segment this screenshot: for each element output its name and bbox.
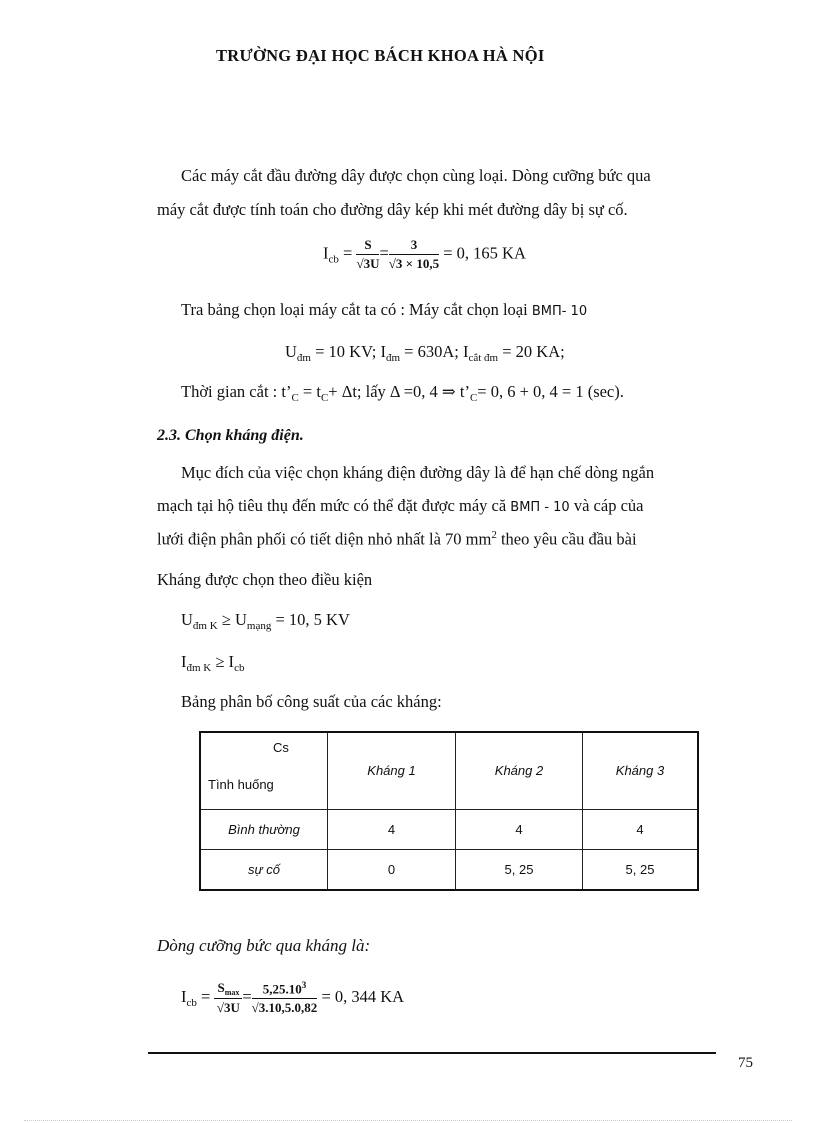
eq2-f1-num-text: S: [217, 980, 225, 996]
corner-top-label: Cs: [273, 740, 289, 755]
page-header-title: TRƯỜNG ĐẠI HỌC BÁCH KHOA HÀ NỘI: [216, 46, 545, 65]
cond1-c: = 10, 5 KV: [271, 610, 350, 629]
equation-icb: [323, 237, 526, 272]
eq1-fraction-2: [389, 237, 439, 272]
eq1-f1-numerator: S: [356, 237, 379, 255]
paragraph-2-text: Tra bảng chọn loại máy cắt ta có : Máy cắt chọn loại: [181, 300, 532, 319]
eq2-f2-numerator: [252, 980, 318, 999]
paragraph-3-line-3b: theo yêu cầu đầu bài: [496, 529, 637, 549]
paragraph-3-line-1: Mục đích của việc chọn kháng điện đường dây là để hạn chế dòng ngắn: [181, 463, 655, 482]
table-row: [200, 809, 698, 849]
timing-part-d: = 0, 6 + 0, 4 = 1 (sec).: [477, 382, 624, 401]
spec-icut-sub: cắt đm: [468, 352, 499, 364]
eq2-f2-denominator: √3.10,5.0,82: [251, 1000, 318, 1016]
eq1-equals: =: [338, 243, 357, 263]
timing-part-a: Thời gian cắt : t’: [181, 382, 292, 401]
breaker-model: ВМП- 10: [531, 304, 588, 319]
power-distribution-table: [199, 731, 699, 891]
paragraph-3-line-2a: mạch tại hộ tiêu thụ đến mức có thể đặt được máy că: [157, 496, 511, 515]
eq2-f1-num-sub: max: [224, 988, 240, 998]
header-khang-3: Kháng 3: [583, 732, 699, 809]
timing-part-b: = t: [298, 382, 321, 401]
table-row: [200, 849, 698, 890]
table-cell: 4: [583, 809, 699, 849]
eq2-f1-denominator: √3U: [216, 1000, 240, 1016]
table-cell: 5, 25: [456, 849, 583, 890]
table-header-row: [200, 732, 698, 809]
timing-part-c: + Δt; lấy Δ =0, 4 ⇒ t’: [328, 382, 470, 401]
timing-sub-c: C: [469, 392, 478, 404]
spec-icut-value: = 20 KA;: [498, 342, 565, 361]
paragraph-3-line-2: [157, 496, 643, 516]
condition-voltage: [181, 610, 350, 632]
cond2-a: I: [181, 652, 187, 671]
spec-u: U: [285, 342, 297, 361]
eq1-lhs-sub: cb: [328, 253, 339, 266]
cond2-b: ≥ I: [211, 652, 235, 671]
table-corner-cell: [200, 732, 328, 809]
eq2-mid-equals: =: [242, 986, 252, 1006]
mm-squared-sup: 2: [491, 529, 497, 541]
eq1-f2-numerator: 3: [389, 237, 439, 255]
eq2-f2-num-sup: 3: [301, 980, 307, 990]
paragraph-2: [181, 300, 587, 320]
paragraph-3-line-2b: và cáp của: [569, 496, 644, 515]
paragraph-1-line-2: máy cắt được tính toán cho đường dây kép khi mét đường dây bị sự cố.: [157, 200, 628, 219]
eq1-mid-equals: =: [379, 243, 389, 263]
cond1-a-sub: đm K: [192, 620, 218, 632]
table-cell: 5, 25: [583, 849, 699, 890]
row-label-fault: sự cố: [200, 849, 328, 890]
table-cell: 0: [328, 849, 456, 890]
page-number: 75: [738, 1055, 753, 1071]
row-label-normal: Bình thường: [200, 809, 328, 849]
cond1-a: U: [181, 610, 193, 629]
paragraph-3-line-3: [157, 529, 637, 550]
footer-rule: [148, 1052, 716, 1054]
section-heading: 2.3. Chọn kháng điện.: [157, 427, 304, 444]
timing-sub-a: C: [291, 392, 299, 404]
eq2-f2-num-text: 5,25.10: [262, 981, 302, 997]
eq1-f2-denominator: √3 × 10,5: [388, 256, 440, 271]
paragraph-4: Dòng cưỡng bức qua kháng là:: [157, 936, 371, 955]
cond1-b: ≥ U: [217, 610, 247, 629]
spec-icut: I: [462, 342, 469, 361]
spec-u-sub: đm: [296, 352, 311, 364]
spec-i-value: = 630A;: [400, 342, 463, 361]
equation-icb-reactor: [181, 980, 404, 1016]
eq1-lhs: I: [323, 243, 329, 263]
eq2-fraction-2: [252, 980, 318, 1016]
eq1-fraction-1: [356, 237, 379, 272]
eq2-fraction-1: [214, 980, 242, 1016]
spec-u-value: = 10 KV;: [310, 342, 381, 361]
table-cell: 4: [456, 809, 583, 849]
paragraph-3-line-3a: lưới điện phân phối có tiết diện nhỏ nhất là 70 mm: [157, 529, 492, 549]
table-cell: 4: [328, 809, 456, 849]
paragraph-1-line-1: Các máy cắt đầu đường dây được chọn cùng loại. Dòng cưỡng bức qua: [181, 166, 651, 185]
breaker-specs: [285, 342, 565, 364]
cut-time-line: [181, 382, 624, 404]
header-khang-1: Kháng 1: [328, 732, 456, 809]
eq2-lhs-sub: cb: [186, 996, 197, 1009]
cond1-b-sub: mạng: [246, 620, 272, 632]
breaker-model-2: ВМП - 10: [510, 500, 570, 515]
corner-bottom-label: Tình huống: [208, 777, 274, 792]
table-caption: Bảng phân bố công suất của các kháng:: [181, 692, 442, 711]
cond2-a-sub: đm K: [186, 662, 212, 674]
eq1-f1-denominator: √3U: [356, 256, 380, 271]
eq2-lhs: I: [181, 986, 187, 1006]
eq2-f1-numerator: [214, 980, 242, 999]
header-khang-2: Kháng 2: [456, 732, 583, 809]
eq2-result: = 0, 344 KA: [317, 986, 405, 1006]
condition-intro: Kháng được chọn theo điều kiện: [157, 570, 373, 589]
condition-current: [181, 652, 244, 674]
spec-i: I: [380, 342, 386, 361]
cond2-b-sub: cb: [234, 662, 245, 674]
spec-i-sub: đm: [385, 352, 401, 364]
timing-sub-b: C: [320, 392, 329, 404]
eq2-equals: =: [196, 986, 215, 1006]
eq1-result: = 0, 165 KA: [439, 243, 526, 263]
page-bottom-edge: [24, 1120, 792, 1121]
